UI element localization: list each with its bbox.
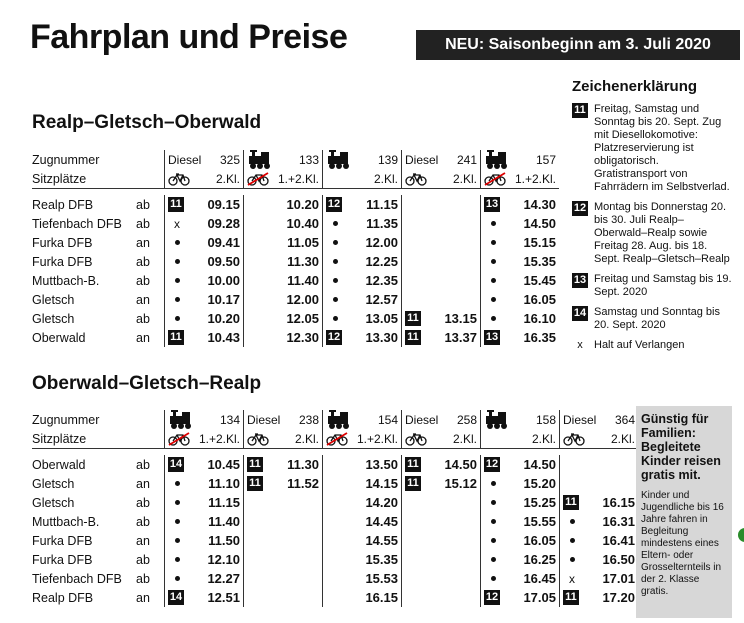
legend-text: Montag bis Donnerstag 20. bis 30. Juli Realp–Oberwald–Realp sowie Freitag 28. Aug. bis 18. Sept. Realp–Gletsch–Realp	[594, 201, 730, 265]
departure-time: 10.17	[207, 292, 240, 307]
departure-time: 12.00	[286, 292, 319, 307]
note-badge: 11	[563, 590, 579, 605]
note-badge: 11	[563, 495, 579, 510]
steam-locomotive-icon	[484, 150, 510, 170]
arrival-departure: ab	[136, 273, 150, 288]
station-name: Realp DFB	[32, 590, 94, 605]
table-row	[32, 290, 559, 309]
departure-time: 15.20	[523, 476, 556, 491]
station-name: Muttbach-B.	[32, 273, 100, 288]
green-dot-icon	[738, 528, 744, 542]
departure-time: 14.50	[523, 216, 556, 231]
arrival-departure: an	[136, 533, 150, 548]
arrival-departure: an	[136, 590, 150, 605]
table-row	[32, 233, 559, 252]
label-seats: Sitzplätze	[32, 429, 136, 449]
departure-time: 11.15	[366, 197, 398, 212]
train-number: 157	[535, 152, 556, 167]
train-type: Diesel	[168, 152, 202, 167]
season-banner: NEU: Saisonbeginn am 3. Juli 2020	[416, 30, 740, 60]
note-badge: 14	[169, 458, 183, 470]
bike-icon	[405, 172, 427, 186]
departure-time: 13.37	[444, 330, 477, 345]
train-number: 241	[456, 152, 477, 167]
legend	[572, 78, 732, 359]
arrival-departure: ab	[136, 552, 150, 567]
departure-time: 11.40	[208, 514, 240, 529]
station-name: Gletsch	[32, 311, 75, 326]
legend-symbol: x	[577, 339, 583, 351]
departure-time: 12.57	[365, 292, 398, 307]
legend-text: Halt auf Verlangen	[594, 339, 685, 351]
note-badge: 11	[405, 457, 421, 472]
section-title-oberwald-realp: Oberwald–Gletsch–Realp	[32, 373, 262, 394]
note-badge: 13	[485, 198, 499, 210]
bike-icon	[247, 432, 269, 446]
table-row	[32, 550, 638, 569]
departure-time: 16.35	[523, 330, 556, 345]
station-name: Muttbach-B.	[32, 514, 100, 529]
departure-time: 15.12	[444, 476, 477, 491]
station-name: Furka DFB	[32, 235, 93, 250]
no-stop-dot-icon	[570, 519, 575, 524]
arrival-departure: ab	[136, 311, 150, 326]
no-stop-dot-icon	[491, 557, 496, 562]
note-badge: 11	[247, 476, 263, 491]
bike-crossed-icon	[484, 172, 506, 186]
bike-icon	[168, 172, 190, 186]
timetable-realp-oberwald	[32, 150, 559, 347]
legend-text: Freitag, Samstag und Sonntag bis 20. Sept. Zug mit Diesellokomotive: Platzreservierung ist obligatorisch. Gratistransport von Fahrrädern im Selbstverlad.	[594, 103, 730, 193]
bike-crossed-icon	[247, 172, 269, 186]
departure-time: 14.55	[365, 533, 398, 548]
no-stop-dot-icon	[333, 259, 338, 264]
departure-time: 09.50	[207, 254, 240, 269]
station-name: Oberwald	[32, 457, 86, 472]
departure-time: 16.15	[365, 590, 398, 605]
departure-time: 14.50	[523, 457, 556, 472]
station-name: Furka DFB	[32, 533, 93, 548]
departure-time: 12.05	[286, 311, 319, 326]
label-train-number: Zugnummer	[32, 152, 100, 167]
note-badge: 12	[327, 198, 341, 210]
no-stop-dot-icon	[491, 481, 496, 486]
table-row	[32, 455, 638, 474]
note-badge: 11	[168, 330, 184, 345]
legend-badge: 11	[572, 103, 588, 118]
train-number: 154	[377, 412, 398, 427]
arrival-departure: an	[136, 330, 150, 345]
train-number: 133	[298, 152, 319, 167]
steam-locomotive-icon	[168, 410, 194, 430]
departure-time: 14.15	[365, 476, 398, 491]
departure-time: 12.25	[365, 254, 398, 269]
no-stop-dot-icon	[570, 557, 575, 562]
no-stop-dot-icon	[175, 519, 180, 524]
train-type: Diesel	[405, 152, 439, 167]
departure-time: 09.41	[207, 235, 240, 250]
departure-time: 13.15	[444, 311, 477, 326]
label-train-number: Zugnummer	[32, 412, 100, 427]
departure-time: 11.50	[208, 533, 240, 548]
departure-time: 14.30	[523, 197, 556, 212]
departure-time: 14.20	[365, 495, 398, 510]
no-stop-dot-icon	[491, 297, 496, 302]
bike-icon	[563, 432, 585, 446]
station-name: Furka DFB	[32, 254, 93, 269]
arrival-departure: an	[136, 292, 150, 307]
section-title-realp-oberwald: Realp–Gletsch–Oberwald	[32, 112, 262, 133]
request-stop-mark: x	[174, 216, 180, 231]
timetable-oberwald-realp	[32, 410, 638, 607]
legend-item	[572, 306, 732, 332]
station-name: Oberwald	[32, 330, 86, 345]
seat-class: 1.+2.Kl.	[198, 431, 240, 446]
bike-icon	[405, 432, 427, 446]
departure-time: 11.15	[208, 495, 240, 510]
departure-time: 16.31	[602, 514, 635, 529]
no-stop-dot-icon	[175, 278, 180, 283]
departure-time: 17.20	[602, 590, 635, 605]
departure-time: 14.50	[444, 457, 477, 472]
departure-time: 11.35	[366, 216, 398, 231]
departure-time: 16.05	[523, 292, 556, 307]
arrival-departure: an	[136, 235, 150, 250]
departure-time: 12.51	[207, 590, 240, 605]
departure-time: 10.00	[207, 273, 240, 288]
departure-time: 15.55	[523, 514, 556, 529]
departure-time: 09.15	[207, 197, 240, 212]
no-stop-dot-icon	[175, 259, 180, 264]
departure-time: 16.10	[523, 311, 556, 326]
seat-class: 2.Kl.	[373, 171, 398, 186]
no-stop-dot-icon	[175, 557, 180, 562]
departure-time: 16.05	[523, 533, 556, 548]
no-stop-dot-icon	[570, 538, 575, 543]
table-row	[32, 271, 559, 290]
departure-time: 10.20	[286, 197, 319, 212]
arrival-departure: ab	[136, 216, 150, 231]
label-seats: Sitzplätze	[32, 169, 136, 189]
family-body: Kinder und Jugendliche bis 16 Jahre fahren in Begleitung mindestens eines Eltern- oder Grosselternteils in der 2. Klasse gratis.	[641, 490, 724, 597]
arrival-departure: ab	[136, 514, 150, 529]
no-stop-dot-icon	[175, 500, 180, 505]
table-row	[32, 512, 638, 531]
no-stop-dot-icon	[175, 297, 180, 302]
no-stop-dot-icon	[491, 500, 496, 505]
bike-crossed-icon	[168, 432, 190, 446]
no-stop-dot-icon	[491, 316, 496, 321]
legend-item	[572, 273, 732, 299]
no-stop-dot-icon	[491, 259, 496, 264]
seat-class: 2.Kl.	[452, 431, 477, 446]
note-badge: 11	[405, 476, 421, 491]
departure-time: 11.52	[287, 476, 319, 491]
departure-time: 11.30	[287, 457, 319, 472]
seat-class: 2.Kl.	[215, 171, 240, 186]
departure-time: 12.00	[365, 235, 398, 250]
no-stop-dot-icon	[333, 316, 338, 321]
legend-title: Zeichenerklärung	[572, 78, 698, 95]
station-name: Tiefenbach DFB	[32, 571, 122, 586]
departure-time: 15.35	[365, 552, 398, 567]
note-badge: 12	[485, 458, 499, 470]
family-info-box	[636, 406, 732, 618]
departure-time: 11.30	[287, 254, 319, 269]
departure-time: 10.43	[207, 330, 240, 345]
note-badge: 13	[485, 331, 499, 343]
table-row	[32, 569, 638, 588]
train-number: 238	[298, 412, 319, 427]
station-name: Gletsch	[32, 476, 75, 491]
seat-class: 1.+2.Kl.	[277, 171, 319, 186]
departure-time: 10.40	[286, 216, 319, 231]
station-name: Gletsch	[32, 495, 75, 510]
departure-time: 10.20	[207, 311, 240, 326]
note-badge: 14	[169, 591, 183, 603]
no-stop-dot-icon	[491, 221, 496, 226]
note-badge: 11	[405, 330, 421, 345]
steam-locomotive-icon	[484, 410, 510, 430]
no-stop-dot-icon	[175, 481, 180, 486]
seat-class: 2.Kl.	[610, 431, 635, 446]
family-headline: Günstig für Familien: Begleitete Kinder reisen gratis mit.	[641, 412, 721, 482]
note-badge: 12	[485, 591, 499, 603]
departure-time: 10.45	[207, 457, 240, 472]
departure-time: 16.50	[602, 552, 635, 567]
table-row	[32, 531, 638, 550]
table-row	[32, 493, 638, 512]
no-stop-dot-icon	[333, 221, 338, 226]
arrival-departure: ab	[136, 457, 150, 472]
station-name: Tiefenbach DFB	[32, 216, 122, 231]
legend-item	[572, 103, 732, 194]
steam-locomotive-icon	[247, 150, 273, 170]
departure-time: 12.35	[365, 273, 398, 288]
departure-time: 11.10	[208, 476, 240, 491]
arrival-departure: ab	[136, 571, 150, 586]
station-name: Furka DFB	[32, 552, 93, 567]
note-badge: 12	[327, 331, 341, 343]
departure-time: 16.41	[602, 533, 635, 548]
departure-time: 15.53	[365, 571, 398, 586]
departure-time: 13.30	[365, 330, 398, 345]
no-stop-dot-icon	[491, 278, 496, 283]
table-row	[32, 588, 638, 607]
legend-badge: 12	[573, 202, 587, 214]
no-stop-dot-icon	[175, 576, 180, 581]
departure-time: 12.30	[286, 330, 319, 345]
no-stop-dot-icon	[333, 240, 338, 245]
note-badge: 11	[168, 197, 184, 212]
no-stop-dot-icon	[491, 519, 496, 524]
departure-time: 17.05	[523, 590, 556, 605]
table-row	[32, 195, 559, 214]
train-number: 364	[614, 412, 635, 427]
no-stop-dot-icon	[491, 240, 496, 245]
bike-crossed-icon	[326, 432, 348, 446]
station-name: Gletsch	[32, 292, 75, 307]
departure-time: 16.25	[523, 552, 556, 567]
arrival-departure: ab	[136, 254, 150, 269]
no-stop-dot-icon	[175, 240, 180, 245]
departure-time: 15.15	[523, 235, 556, 250]
legend-text: Freitag und Samstag bis 19. Sept. 2020	[594, 273, 732, 298]
page-title: Fahrplan und Preise	[30, 18, 348, 56]
train-type: Diesel	[405, 412, 439, 427]
train-number: 134	[219, 412, 240, 427]
legend-badge: 13	[573, 274, 587, 286]
request-stop-mark: x	[569, 571, 575, 586]
seat-class: 2.Kl.	[294, 431, 319, 446]
train-number: 139	[377, 152, 398, 167]
no-stop-dot-icon	[491, 576, 496, 581]
no-stop-dot-icon	[333, 297, 338, 302]
table-row	[32, 474, 638, 493]
departure-time: 15.25	[523, 495, 556, 510]
legend-item	[572, 339, 732, 352]
note-badge: 11	[247, 457, 263, 472]
train-number: 258	[456, 412, 477, 427]
note-badge: 11	[405, 311, 421, 326]
seat-class: 2.Kl.	[452, 171, 477, 186]
steam-locomotive-icon	[326, 410, 352, 430]
train-type: Diesel	[247, 412, 281, 427]
departure-time: 16.15	[602, 495, 635, 510]
no-stop-dot-icon	[491, 538, 496, 543]
departure-time: 09.28	[207, 216, 240, 231]
departure-time: 15.35	[523, 254, 556, 269]
no-stop-dot-icon	[175, 538, 180, 543]
departure-time: 16.45	[523, 571, 556, 586]
departure-time: 13.50	[365, 457, 398, 472]
departure-time: 11.40	[287, 273, 319, 288]
departure-time: 17.01	[602, 571, 635, 586]
departure-time: 15.45	[523, 273, 556, 288]
no-stop-dot-icon	[333, 278, 338, 283]
departure-time: 11.05	[287, 235, 319, 250]
table-row	[32, 328, 559, 347]
seat-class: 2.Kl.	[531, 431, 556, 446]
table-row	[32, 309, 559, 328]
arrival-departure: ab	[136, 197, 150, 212]
legend-text: Samstag und Sonntag bis 20. Sept. 2020	[594, 306, 720, 331]
departure-time: 12.10	[207, 552, 240, 567]
station-name: Realp DFB	[32, 197, 94, 212]
table-row	[32, 214, 559, 233]
departure-time: 12.27	[207, 571, 240, 586]
arrival-departure: an	[136, 476, 150, 491]
departure-time: 13.05	[365, 311, 398, 326]
table-row	[32, 252, 559, 271]
arrival-departure: ab	[136, 495, 150, 510]
departure-time: 14.45	[365, 514, 398, 529]
train-number: 158	[535, 412, 556, 427]
train-number: 325	[219, 152, 240, 167]
steam-locomotive-icon	[326, 150, 352, 170]
legend-item	[572, 201, 732, 266]
legend-badge: 14	[573, 307, 587, 319]
no-stop-dot-icon	[175, 316, 180, 321]
seat-class: 1.+2.Kl.	[356, 431, 398, 446]
seat-class: 1.+2.Kl.	[514, 171, 556, 186]
train-type: Diesel	[563, 412, 597, 427]
